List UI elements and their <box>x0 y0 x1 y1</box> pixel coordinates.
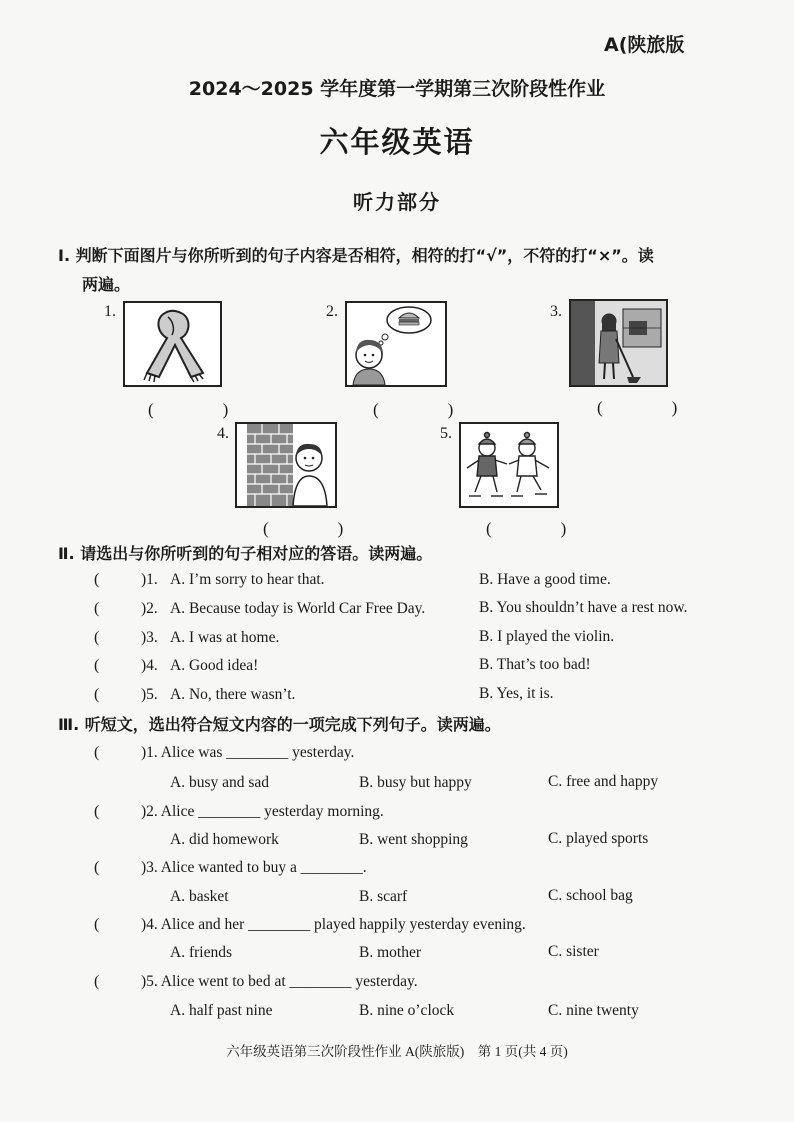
question-number: )3. <box>141 629 158 646</box>
option-a: A. half past nine <box>170 1002 273 1019</box>
option-a: A. basket <box>170 888 229 905</box>
answer-bracket[interactable]: ( <box>94 744 100 761</box>
edition-label: A(陕旅版 <box>604 34 685 56</box>
girl-thinking-hamburger-picture <box>345 301 447 387</box>
option-b: B. Have a good time. <box>479 571 611 588</box>
section3-instruction: Ⅲ. 听短文，选出符合短文内容的一项完成下列句子。读两遍。 <box>58 715 501 734</box>
scarf-picture <box>123 301 222 387</box>
question-stem: )1. Alice was ________ yesterday. <box>141 744 355 761</box>
answer-bracket[interactable]: ( <box>94 973 100 990</box>
option-a: A. No, there wasn’t. <box>170 686 296 703</box>
boy-behind-wall-picture <box>235 422 337 508</box>
question-stem: )5. Alice went to bed at ________ yesterday. <box>141 973 418 990</box>
option-c: C. free and happy <box>548 773 659 790</box>
option-c: C. sister <box>548 943 599 960</box>
picture-number: 3. <box>550 303 562 320</box>
picture-number: 5. <box>440 425 452 442</box>
answer-bracket[interactable]: ( <box>94 571 100 588</box>
answer-paren[interactable]: ( ) <box>373 400 480 419</box>
question-number: )4. <box>141 657 158 674</box>
answer-bracket[interactable]: ( <box>94 600 100 617</box>
answer-bracket[interactable]: ( <box>94 686 100 703</box>
option-a: A. I was at home. <box>170 629 280 646</box>
option-b: B. You shouldn’t have a rest now. <box>479 599 688 616</box>
question-stem: )3. Alice wanted to buy a ________. <box>141 859 367 876</box>
answer-bracket[interactable]: ( <box>94 629 100 646</box>
answer-paren[interactable]: ( ) <box>148 400 255 419</box>
woman-sweeping-floor-picture <box>569 299 668 387</box>
answer-bracket[interactable]: ( <box>94 859 100 876</box>
option-a: A. Because today is World Car Free Day. <box>170 600 426 617</box>
option-a: A. I’m sorry to hear that. <box>170 571 325 588</box>
answer-bracket[interactable]: ( <box>94 916 100 933</box>
option-c: C. nine twenty <box>548 1002 639 1019</box>
picture-number: 4. <box>217 425 229 442</box>
answer-paren[interactable]: ( ) <box>486 519 593 538</box>
section1-instruction-continued: 两遍。 <box>82 275 131 294</box>
question-number: )1. <box>141 571 158 588</box>
option-b: B. went shopping <box>359 831 468 848</box>
option-c: C. school bag <box>548 887 633 904</box>
answer-bracket[interactable]: ( <box>94 803 100 820</box>
section1-instruction: Ⅰ. 判断下面图片与你所听到的句子内容是否相符，相符的打“√”，不符的打“×”。读 <box>58 246 654 265</box>
option-a: A. did homework <box>170 831 279 848</box>
option-a: A. Good idea! <box>170 657 259 674</box>
option-a: A. busy and sad <box>170 774 270 791</box>
question-number: )2. <box>141 600 158 617</box>
part-title: 听力部分 <box>353 190 441 214</box>
answer-bracket[interactable]: ( <box>94 657 100 674</box>
option-a: A. friends <box>170 944 232 961</box>
section2-instruction: Ⅱ. 请选出与你所听到的句子相对应的答语。读两遍。 <box>58 544 433 563</box>
option-c: C. played sports <box>548 830 649 847</box>
question-stem: )4. Alice and her ________ played happily yesterday evening. <box>141 916 526 933</box>
option-b: B. Yes, it is. <box>479 685 554 702</box>
option-b: B. I played the violin. <box>479 628 615 645</box>
children-skating-picture <box>459 422 559 508</box>
option-b: B. mother <box>359 944 421 961</box>
option-b: B. scarf <box>359 888 408 905</box>
option-b: B. nine o’clock <box>359 1002 455 1019</box>
picture-number: 2. <box>326 303 338 320</box>
question-stem: )2. Alice ________ yesterday morning. <box>141 803 384 820</box>
exam-title: 2024～2025 学年度第一学期第三次阶段性作业 <box>188 78 606 100</box>
picture-number: 1. <box>104 303 116 320</box>
answer-paren[interactable]: ( ) <box>263 519 370 538</box>
answer-paren[interactable]: ( ) <box>597 398 704 417</box>
option-b: B. That’s too bad! <box>479 656 591 673</box>
page-footer: 六年级英语第三次阶段性作业 A(陕旅版) 第 1 页(共 4 页) <box>226 1044 568 1059</box>
question-number: )5. <box>141 686 158 703</box>
option-b: B. busy but happy <box>359 774 472 791</box>
subject-title: 六年级英语 <box>319 125 475 159</box>
